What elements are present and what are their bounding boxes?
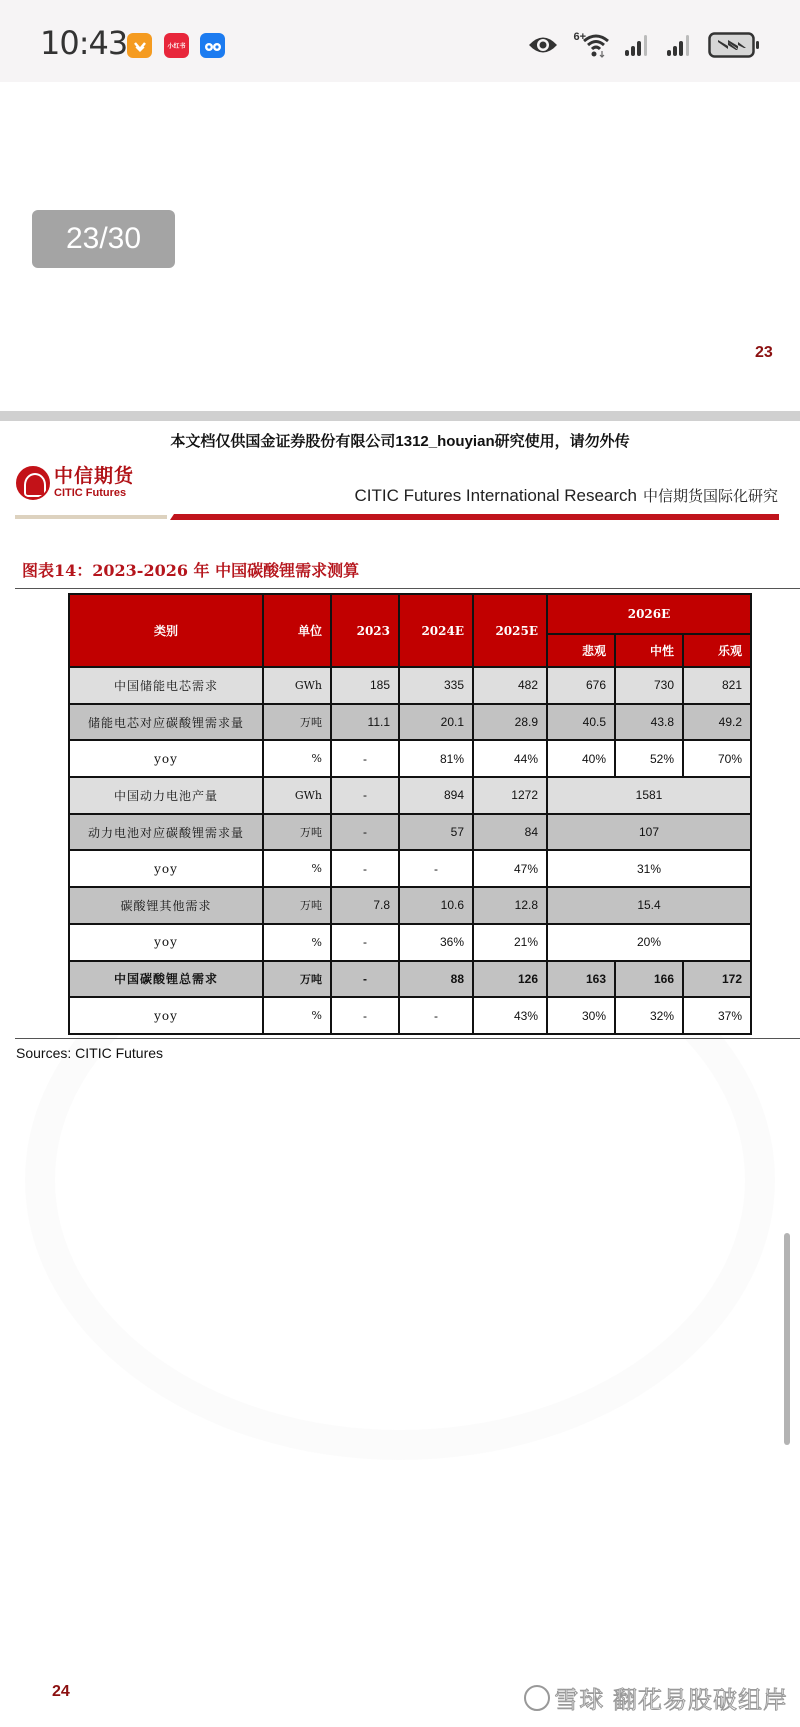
status-time: 10:43: [40, 24, 128, 62]
eye-comfort-icon: [527, 34, 559, 56]
figure-title: 图表14：2023-2026 年 中国碳酸锂需求测算: [22, 561, 360, 580]
autohome-app-icon: [200, 33, 225, 58]
signal-icon: [624, 33, 652, 57]
col-header-optimistic: 乐观: [683, 634, 751, 667]
report-header: [354, 485, 778, 506]
header-cn: 中信期货国际化研究: [642, 487, 778, 505]
logo-en-text: CITIC Futures: [54, 487, 127, 499]
table-bottom-rule: [15, 1038, 800, 1039]
page-indicator-badge: 23/30: [32, 210, 175, 268]
citic-futures-logo: [16, 466, 134, 500]
col-header-2026e: 2026E: [547, 594, 751, 634]
xueqiu-watermark: 雪球 翻花易股破组岸: [524, 1680, 788, 1715]
citic-logo-icon: [16, 466, 50, 500]
header-rule-beige: [15, 515, 167, 519]
table-row: 储能电芯对应碳酸锂需求量 万吨 11.1 20.1 28.9 40.5 43.8 49.2: [69, 704, 751, 741]
header-rule-red: [170, 514, 779, 520]
col-header-2025e: 2025E: [473, 594, 547, 667]
col-header-category: 类别: [69, 594, 263, 667]
page-number-previous: 23: [755, 344, 773, 361]
col-header-2023: 2023: [331, 594, 399, 667]
table-row: 碳酸锂其他需求 万吨 7.8 10.6 12.8 15.4: [69, 887, 751, 924]
notification-app-icon: [127, 33, 152, 58]
table-row: yoy % - - 47% 31%: [69, 850, 751, 887]
table-row: yoy % - 36% 21% 20%: [69, 924, 751, 961]
col-header-pessimistic: 悲观: [547, 634, 615, 667]
sources-note: Sources: CITIC Futures: [16, 1045, 164, 1061]
table-row-total: 中国碳酸锂总需求 万吨 - 88 126 163 166 172: [69, 961, 751, 998]
page-separator: [0, 411, 800, 421]
col-header-2024e: 2024E: [399, 594, 473, 667]
page-number-current: 24: [52, 1683, 70, 1700]
table-row: 动力电池对应碳酸锂需求量 万吨 - 57 84 107: [69, 814, 751, 851]
status-bar: [0, 0, 800, 82]
col-header-unit: 单位: [263, 594, 331, 667]
table-top-rule: [15, 588, 800, 589]
col-header-neutral: 中性: [615, 634, 683, 667]
table-row: yoy % - 81% 44% 40% 52% 70%: [69, 740, 751, 777]
wifi-icon: 6+: [573, 32, 610, 58]
xueqiu-logo-icon: [524, 1685, 550, 1711]
battery-charging-icon: [708, 32, 760, 58]
table-row: yoy % - - 43% 30% 32% 37%: [69, 997, 751, 1034]
xiaohongshu-app-icon: 小红书: [164, 33, 189, 58]
header-en: CITIC Futures International Research: [354, 486, 637, 505]
signal-icon: [666, 33, 694, 57]
usage-disclaimer: 本文档仅供国金证券股份有限公司1312_houyian研究使用，请勿外传: [170, 433, 630, 450]
table-row: 中国动力电池产量 GWh - 894 1272 1581: [69, 777, 751, 814]
table-row: 中国储能电芯需求 GWh 185 335 482 676 730 821: [69, 667, 751, 704]
status-icons: [527, 28, 760, 62]
vertical-scrollbar[interactable]: [784, 1233, 790, 1445]
lithium-carbonate-demand-table: [68, 593, 752, 1035]
logo-cn-text: 中信期货: [54, 465, 135, 487]
